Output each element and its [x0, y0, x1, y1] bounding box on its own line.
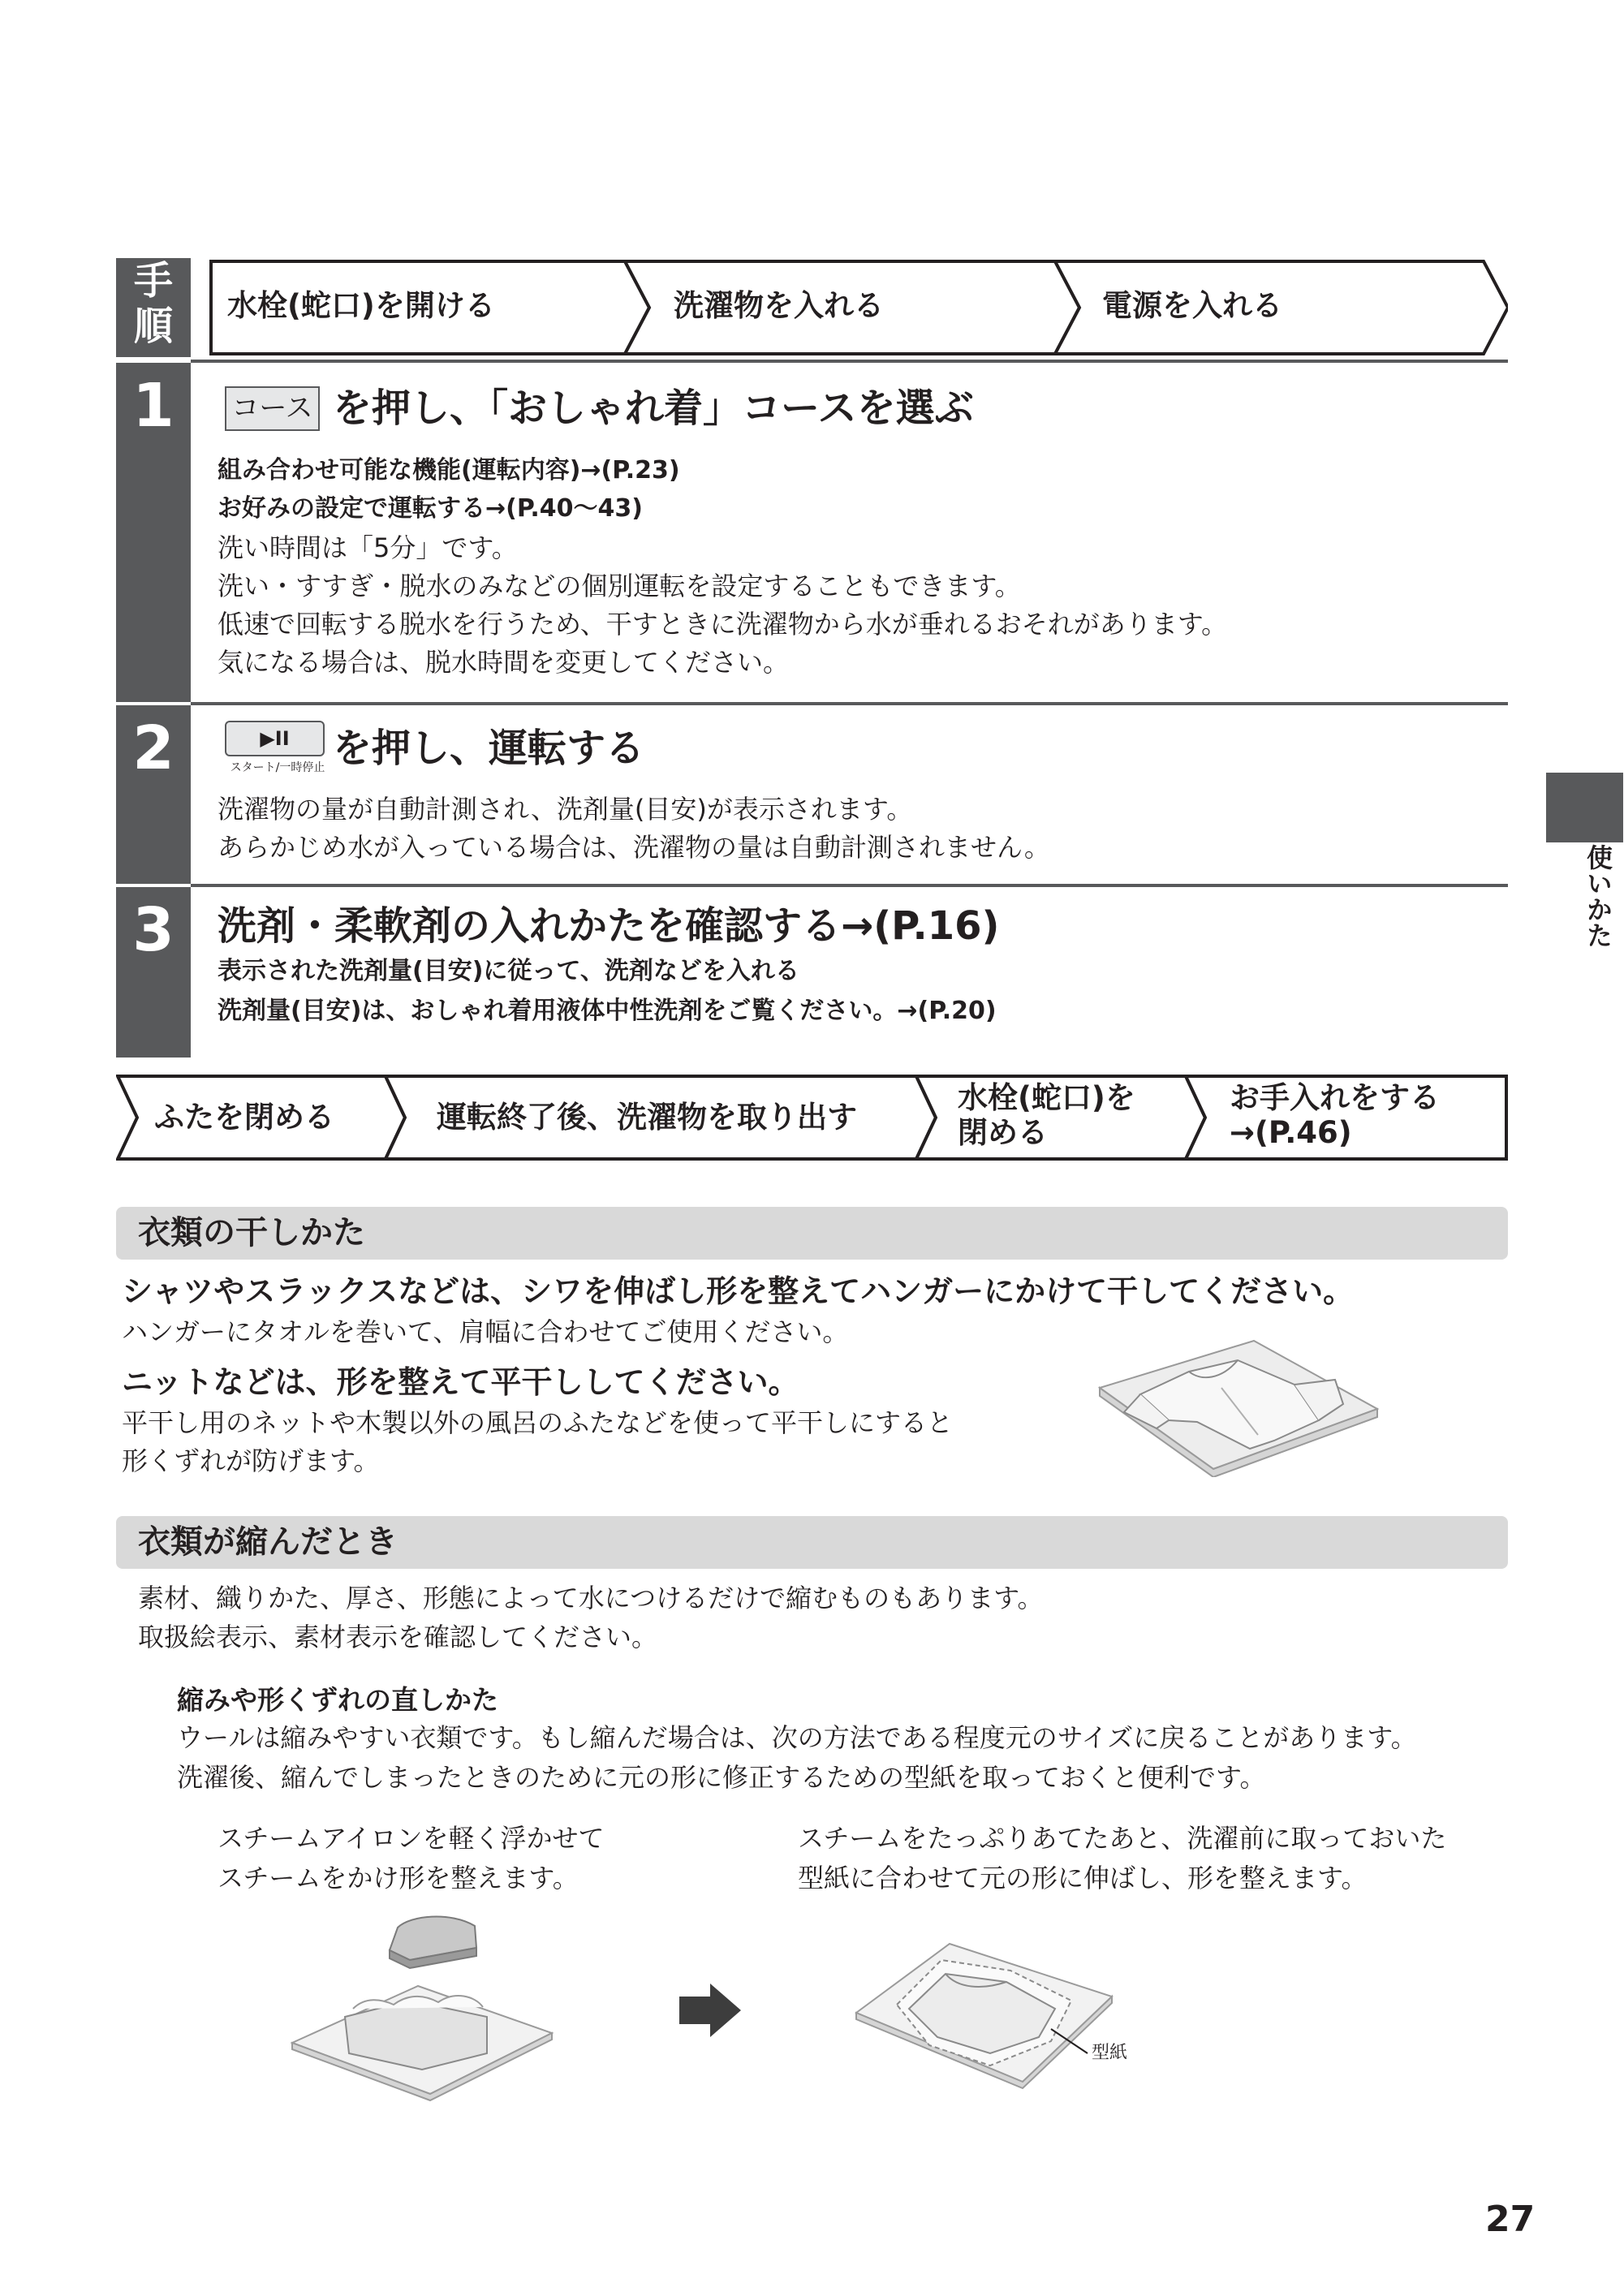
post-step-2: 運転終了後、洗濯物を取り出す: [437, 1100, 857, 1135]
side-tab-label: 使いかた: [1583, 844, 1613, 948]
drying-shirts-note: ハンガーにタオルを巻いて、肩幅に合わせてご使用ください。: [122, 1316, 849, 1347]
step-3-ref-2: 洗剤量(目安)は、おしゃれ着用液体中性洗剤をご覧ください。→(P.20): [218, 997, 997, 1025]
drying-knit-bold: ニットなどは、形を整えて平干ししてください。: [122, 1364, 799, 1400]
step-2-number: 2: [132, 713, 174, 783]
steam-iron-illustration: [288, 1911, 556, 2102]
step-1-note-1: 洗い時間は「5分」です。: [218, 532, 518, 563]
side-tab-block: [1546, 773, 1623, 842]
drying-shirts-bold: シャツやスラックスなどは、シワを伸ばし形を整えてハンガーにかけて干してください。: [122, 1273, 1355, 1309]
step-divider: [191, 360, 1508, 363]
step-divider: [191, 702, 1508, 705]
shrink-left-2: スチームをかけ形を整えます。: [218, 1863, 579, 1893]
pattern-paper-illustration: [852, 1923, 1120, 2102]
step-1-number: 1: [132, 371, 174, 441]
step-1-ref-2: お好みの設定で運転する→(P.40〜43): [218, 494, 643, 523]
pre-step-3: 電源を入れる: [1102, 288, 1282, 323]
step-3-title: 洗剤・柔軟剤の入れかたを確認する→(P.16): [218, 903, 1000, 949]
step-1-ref-1: 組み合わせ可能な機能(運転内容)→(P.23): [218, 456, 680, 485]
pre-step-2: 洗濯物を入れる: [674, 288, 884, 323]
course-button-icon: コース: [225, 386, 320, 431]
pattern-paper-label: 型紙: [1092, 2043, 1128, 2063]
post-step-4-line-1: お手入れをする: [1230, 1080, 1440, 1115]
post-step-3-line-2: 閉める: [958, 1115, 1048, 1150]
step-1-note-4: 気になる場合は、脱水時間を変更してください。: [218, 647, 790, 678]
step-2-note-1: 洗濯物の量が自動計測され、洗剤量(目安)が表示されます。: [218, 794, 913, 825]
shrink-right-1: スチームをたっぷりあてたあと、洗濯前に取っておいた: [798, 1823, 1447, 1854]
tejun-label: 手順: [116, 258, 191, 357]
shrink-fix-1: ウールは縮みやすい衣類です。もし縮んだ場合は、次の方法である程度元のサイズに戻ることがあります。: [177, 1722, 1417, 1753]
shrink-right-2: 型紙に合わせて元の形に伸ばし、形を整えます。: [798, 1863, 1368, 1893]
page-number: 27: [1485, 2199, 1536, 2240]
shrink-fix-2: 洗濯後、縮んでしまったときのために元の形に修正するための型紙を取っておくと便利です。: [177, 1762, 1266, 1793]
start-pause-button-icon: ▶II: [225, 721, 325, 756]
step-2-title: を押し、運転する: [333, 726, 645, 771]
step-1-title: を押し、「おしゃれ着」コースを選ぶ: [333, 386, 974, 431]
post-step-1: ふたを閉める: [154, 1100, 334, 1135]
step-3-ref-1: 表示された洗剤量(目安)に従って、洗剤などを入れる: [218, 957, 799, 985]
step-1-note-2: 洗い・すすぎ・脱水のみなどの個別運転を設定することもできます。: [218, 571, 1021, 601]
post-step-4-line-2: →(P.46): [1230, 1115, 1352, 1150]
step-1-note-3: 低速で回転する脱水を行うため、干すときに洗濯物から水が垂れるおそれがあります。: [218, 609, 1228, 640]
right-arrow-icon: [678, 1982, 743, 2039]
step-divider: [191, 884, 1508, 887]
post-step-3-line-1: 水栓(蛇口)を: [958, 1080, 1135, 1115]
drying-knit-note-2: 形くずれが防げます。: [122, 1445, 380, 1476]
pre-step-1: 水栓(蛇口)を開ける: [227, 288, 495, 323]
drying-knit-note-1: 平干し用のネットや木製以外の風呂のふたなどを使って平干しにすると: [122, 1407, 954, 1438]
step-3-number: 3: [132, 895, 174, 965]
shrink-heading: 衣類が縮んだとき: [138, 1523, 398, 1561]
shrink-intro-1: 素材、織りかた、厚さ、形態によって水につけるだけで縮むものもあります。: [138, 1583, 1044, 1613]
start-pause-caption: スタート/一時停止: [230, 761, 325, 774]
shrink-intro-2: 取扱絵表示、素材表示を確認してください。: [138, 1622, 658, 1652]
shrink-fix-heading: 縮みや形くずれの直しかた: [177, 1684, 498, 1716]
flat-dry-illustration: [1092, 1331, 1384, 1477]
step-2-note-2: あらかじめ水が入っている場合は、洗濯物の量は自動計測されません。: [218, 832, 1050, 863]
drying-heading: 衣類の干しかた: [138, 1214, 365, 1251]
shrink-left-1: スチームアイロンを軽く浮かせて: [218, 1823, 605, 1854]
